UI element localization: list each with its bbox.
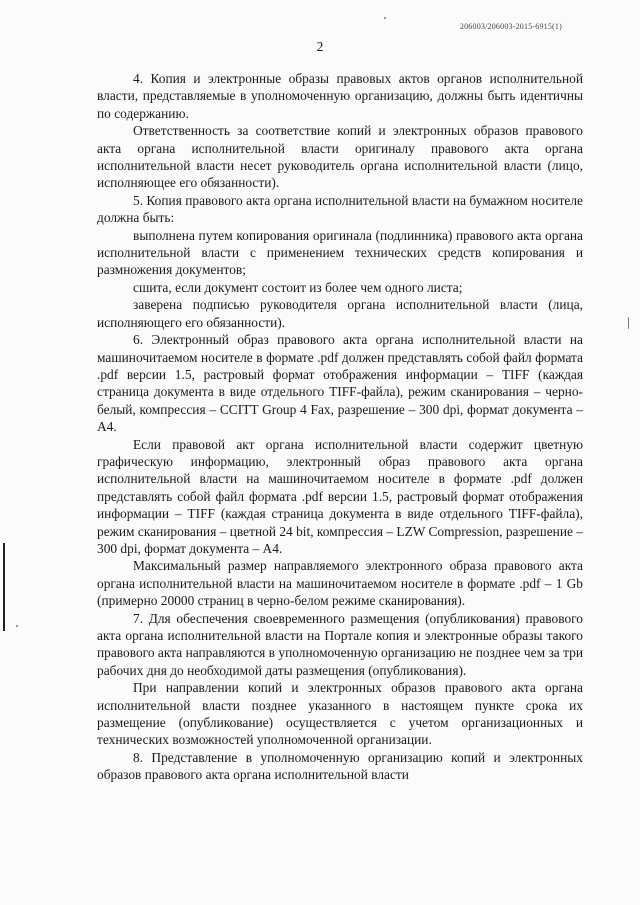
paragraph-6-color: Если правовой акт органа исполнительной власти содержит цветную графическую информацию, электронный образ правового акта органа исполнительной власти на машиночитаемом носителе в формате .pdf должен представлять собой файл формата .pdf версии 1.5, растровый формат отображения информации – TIFF (каждая страница документа в виде отдельного TIFF-файла), режим сканирования – цветной 24 bit, компрессия – LZW Compression, разрешение – 300 dpi, формат документа – А4. <box>97 436 584 556</box>
scan-artifact-dot <box>628 317 629 329</box>
document-body <box>97 70 583 784</box>
paragraph-7: 7. Для обеспечения своевременного размещения (опубликования) правового акта органа исполнительной власти на Портале копия и электронные образы такого правового акта направляются в уполномоченную организацию не позднее чем за три рабочих дня до необходимой даты размещения (опубликования). <box>97 610 583 678</box>
paragraph-5: 5. Копия правового акта органа исполнительной власти на бумажном носителе должна быть: <box>97 192 583 226</box>
scan-artifact-line <box>3 543 5 631</box>
scan-artifact-dot <box>384 17 386 19</box>
paragraph-8: 8. Представление в уполномоченную организацию копий и электронных образов правового акта органа исполнительной власти <box>97 749 583 783</box>
paragraph-6: 6. Электронный образ правового акта органа исполнительной власти на машиночитаемом носителе в формате .pdf должен представлять собой файл формата .pdf версии 1.5, растровый формат отображения информации – TIFF (каждая страница документа в виде отдельного TIFF-файла), режим сканирования – черно-белый, компрессия – CCITT Group 4 Fax, разрешение – 300 dpi, формат документа – А4. <box>97 332 583 435</box>
paragraph-5-signature: заверена подписью руководителя органа исполнительной власти (лица, исполняющего его обязанности). <box>97 297 583 330</box>
paragraph-responsibility: Ответственность за соответствие копий и электронных образов правового акта органа исполнительной власти оригиналу правового акта органа исполнительной власти несет руководитель органа исполнительной власти (лицо, исполняющее его обязанности). <box>97 123 583 191</box>
paragraph-5-copying: выполнена путем копирования оригинала (подлинника) правового акта органа исполнительной власти с применением технических средств копирования и размножения документов; <box>97 227 583 278</box>
scan-artifact-dot <box>16 625 18 627</box>
paragraph-5-binding: сшита, если документ состоит из более чем одного листа; <box>133 279 463 295</box>
paragraph-4: 4. Копия и электронные образы правовых актов органов исполнительной власти, представляемые в уполномоченную организацию, должны быть идентичны по содержанию. <box>97 71 583 121</box>
paragraph-7-late: При направлении копий и электронных образов правового акта органа исполнительной власти позднее указанного в настоящем пункте срока их размещение (опубликование) осуществляется с учетом организационных и технических возможностей уполномоченной организации. <box>97 680 583 748</box>
paragraph-6-max-size: Максимальный размер направляемого электронного образа правового акта органа исполнительной власти на машиночитаемом носителе в формате .pdf – 1 Gb (примерно 20000 страниц в черно-белом режиме сканирования). <box>97 558 583 609</box>
page-number: 2 <box>316 39 324 54</box>
document-id: 206003/206003-2015-6915(1) <box>459 22 562 31</box>
